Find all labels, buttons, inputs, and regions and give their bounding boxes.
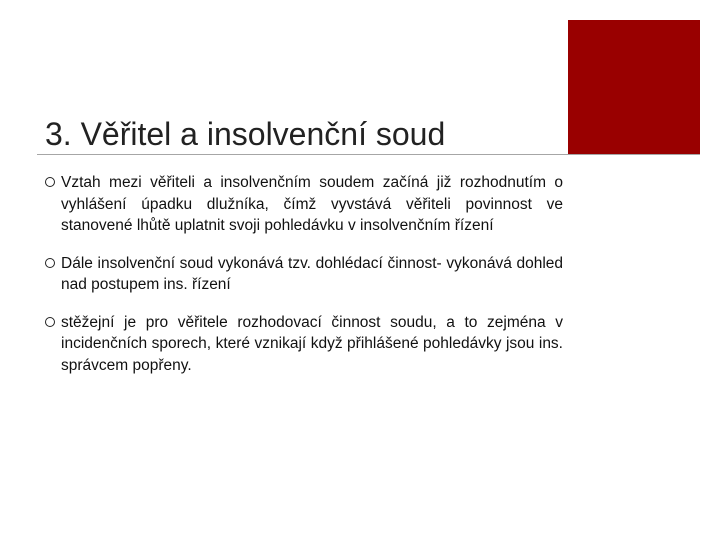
bullet-item <box>45 253 563 296</box>
bullet-text: stěžejní je pro věřitele rozhodovací činnost soudu, a to zejména v incidenčních sporech, které vznikají když přihlášené pohledávky jsou ins. správcem popřeny. <box>61 313 563 374</box>
accent-block <box>568 20 700 154</box>
circle-bullet-icon <box>45 258 55 268</box>
circle-bullet-icon <box>45 177 55 187</box>
circle-bullet-icon <box>45 317 55 327</box>
bullet-list <box>45 172 563 392</box>
slide-title: 3. Věřitel a insolvenční soud <box>45 116 446 152</box>
bullet-item <box>45 312 563 377</box>
bullet-text: Dále insolvenční soud vykonává tzv. dohlédací činnost- vykonává dohled nad postupem ins. řízení <box>61 254 563 293</box>
bullet-text: Vztah mezi věřiteli a insolvenčním soudem začíná již rozhodnutím o vyhlášení úpadku dlužníka, čímž vyvstává věřiteli povinnost ve stanovené lhůtě uplatnit svoji pohledávku v insolvenčním řízení <box>61 174 563 234</box>
bullet-item <box>45 172 563 237</box>
title-divider <box>37 154 700 155</box>
